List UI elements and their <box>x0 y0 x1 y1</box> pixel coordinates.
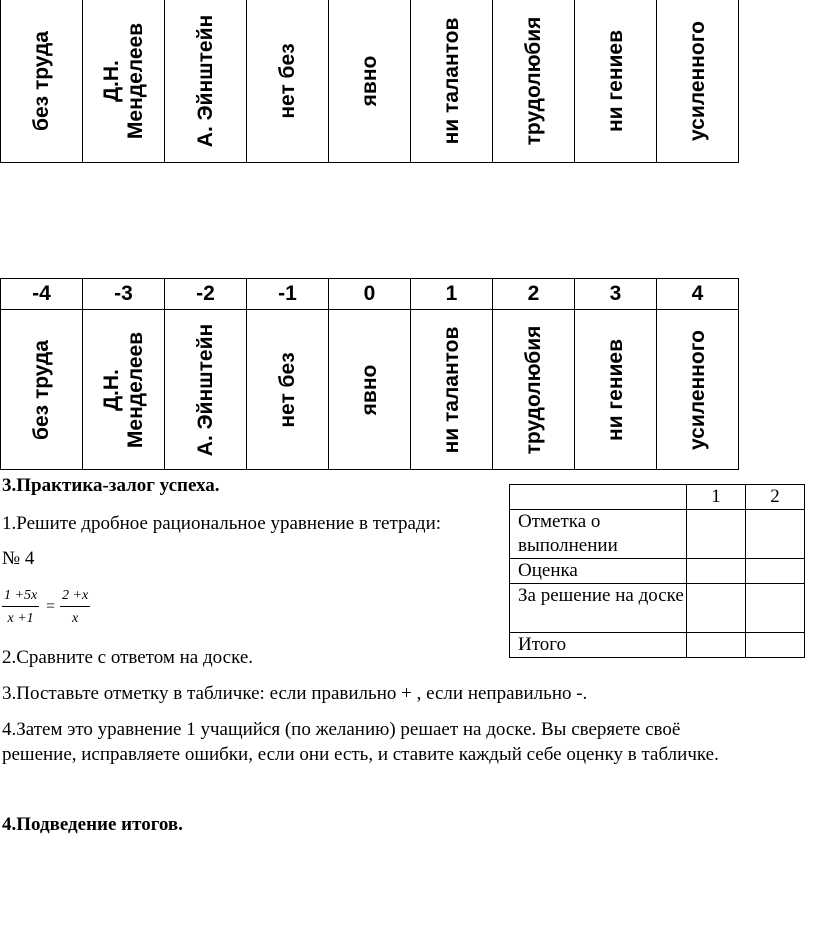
marks-input-cell[interactable] <box>687 510 746 559</box>
word-text: без труда <box>29 339 53 440</box>
word-text: нет без <box>275 43 299 119</box>
word-cell <box>575 310 657 470</box>
word-cell <box>575 0 657 163</box>
word-cell <box>411 0 493 163</box>
equation-right-numerator: 2 +x <box>60 588 90 607</box>
word-cell <box>1 0 83 163</box>
word-cell <box>657 310 739 470</box>
marks-header-cell: 2 <box>746 485 805 510</box>
word-cell <box>329 310 411 470</box>
words-table-numbered <box>0 278 739 470</box>
marks-input-cell[interactable] <box>687 633 746 658</box>
task4-text: 4.Затем это уравнение 1 учащийся (по желанию) решает на доске. Вы сверяете своё решение, исправляете ошибки, если они есть, и ставите каждый себе оценку в табличке. <box>2 719 719 765</box>
marks-row-label: Итого <box>510 633 687 658</box>
marks-input-cell[interactable] <box>746 510 805 559</box>
word-text: А. Эйнштейн <box>193 14 217 148</box>
word-cell <box>493 0 575 163</box>
words-table-top <box>0 0 739 163</box>
word-cell <box>165 0 247 163</box>
number-cell: -4 <box>1 279 83 310</box>
marks-header-cell: 1 <box>687 485 746 510</box>
marks-input-cell[interactable] <box>746 559 805 584</box>
word-text: Д.Н. Менделеев <box>99 331 147 448</box>
marks-input-cell[interactable] <box>746 584 805 633</box>
marks-input-cell[interactable] <box>746 633 805 658</box>
word-cell <box>411 310 493 470</box>
word-text: усиленного <box>685 21 709 141</box>
word-text: трудолюбия <box>521 325 545 454</box>
number-cell: 1 <box>411 279 493 310</box>
marks-row-label: За решение на доске <box>510 584 687 633</box>
number-cell: 4 <box>657 279 739 310</box>
word-text: усиленного <box>685 329 709 450</box>
word-text: ни гениев <box>603 29 627 133</box>
task2-text: 2.Сравните с ответом на доске. <box>2 647 254 668</box>
word-cell <box>83 310 165 470</box>
word-cell <box>329 0 411 163</box>
equation-left-numerator: 1 +5x <box>2 588 39 607</box>
word-text: А. Эйнштейн <box>193 323 217 456</box>
task3-text: 3.Поставьте отметку в табличке: если правильно + , если неправильно -. <box>2 683 588 704</box>
equation-equals: = <box>46 598 56 615</box>
word-text: без труда <box>29 31 53 131</box>
section3-title: 3.Практика-залог успеха. <box>2 475 220 496</box>
word-text: нет без <box>275 351 299 428</box>
marks-input-cell[interactable] <box>687 584 746 633</box>
word-text: явно <box>357 364 381 415</box>
word-cell <box>247 0 329 163</box>
equation-right-denominator: x <box>71 611 79 626</box>
word-cell <box>1 310 83 470</box>
word-text: ни талантов <box>439 326 463 453</box>
word-cell <box>247 310 329 470</box>
word-cell <box>493 310 575 470</box>
equation-left-denominator: x +1 <box>7 611 34 626</box>
word-text: ни талантов <box>439 17 463 145</box>
word-cell <box>165 310 247 470</box>
word-cell <box>83 0 165 163</box>
word-text: Д.Н. Менделеев <box>99 22 147 140</box>
word-cell <box>657 0 739 163</box>
word-text: явно <box>357 55 381 107</box>
number-cell: 0 <box>329 279 411 310</box>
number-cell: -1 <box>247 279 329 310</box>
number-cell: -3 <box>83 279 165 310</box>
number-cell: 2 <box>493 279 575 310</box>
number-cell: -2 <box>165 279 247 310</box>
marks-input-cell[interactable] <box>687 559 746 584</box>
marks-header-cell <box>510 485 687 510</box>
marks-table <box>509 484 805 658</box>
task1-text: 1.Решите дробное рациональное уравнение в тетради: <box>2 513 442 534</box>
marks-row-label: Оценка <box>510 559 687 584</box>
marks-row-label: Отметка о выполнении <box>510 510 687 559</box>
word-text: трудолюбия <box>521 16 545 146</box>
section4-title: 4.Подведение итогов. <box>2 814 183 835</box>
word-text: ни гениев <box>603 338 627 441</box>
task-number: № 4 <box>2 548 35 569</box>
number-cell: 3 <box>575 279 657 310</box>
